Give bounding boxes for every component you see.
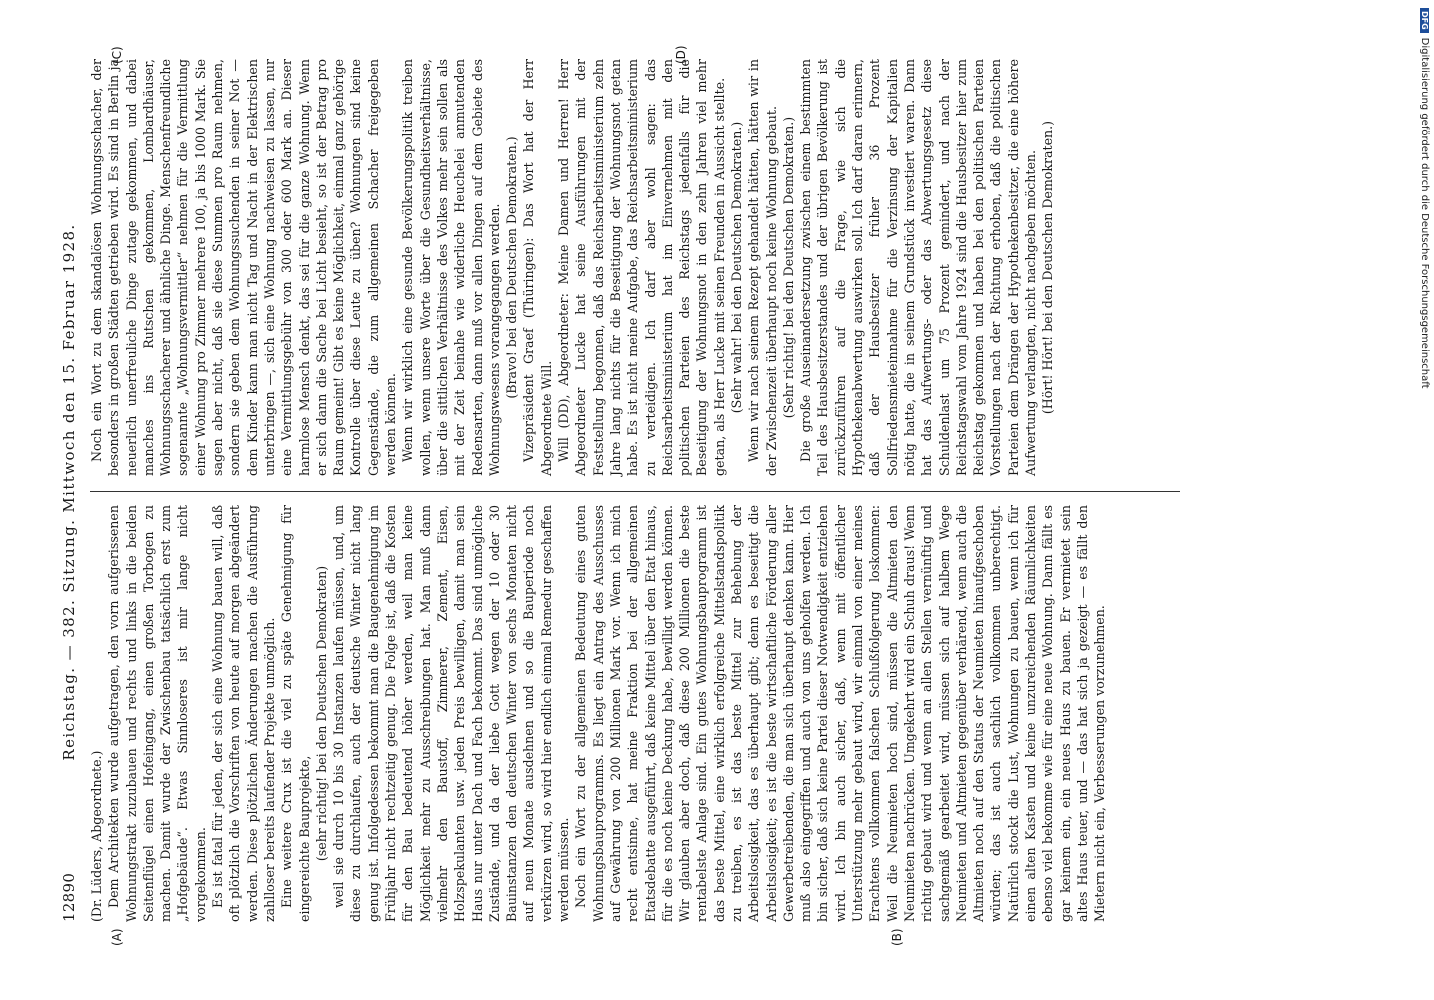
digitization-credit: [1413, 8, 1433, 878]
interjection: (Hört! Hört! bei den Deutschen Demokraten.): [1040, 120, 1056, 415]
margin-marker-b: (B): [890, 928, 904, 946]
margin-marker-d: (D): [674, 45, 688, 64]
margin-marker-a: (A): [110, 928, 124, 946]
interjection: (sehr richtig! bei den Deutschen Demokraten): [313, 565, 329, 862]
interjection: (Bravo! bei den Deutschen Demokraten.): [504, 136, 520, 399]
left-column: [88, 505, 1288, 922]
paragraph: Wenn wir wirklich eine gesunde Bevölkerungspolitik treiben wollen, wenn unsere Worte über die Gesundheitsverhältnisse, über die sittlichen Verhältnisse des Volkes mehr sein sollen als mit der Zeit beinahe wie widerliche Heuchelei anmutenden Redensarten, dann muß vor allen Dingen auf dem Gebiete des Wohnungswesens vorangegangen werden.: [400, 59, 502, 476]
credit-text: Digitalisierung gefördert durch die Deutsche Forschungsgemeinschaft: [1419, 37, 1430, 389]
paragraph: Noch ein Wort zu dem skandalösen Wohnungsschacher, der besonders in großen Städten getrieben wird. Es sind in Berlin ja neuerlich unerfreuliche Dinge zutage gekommen, und dabei manches ins Rutschen gekommen, Lombardhäuser, Wohnungsschacherer und ähnliche Dinge. Menschenfreundliche sogenannte „Wohnungsvermittler“ nehmen für die Vermittlung einer Wohnung pro Zimmer mehrere 100, ja bis 1000 Mark. Sie sagen aber nicht, daß sie diese Summen pro Raum nehmen, sondern sie geben dem Wohnungssuchenden in seiner Not — dem Kinder kann man nicht Tag und Nacht in der Elektrischen unterbringen —, sich eine Wohnung nachweisen zu lassen, nur eine Vermittlungsgebühr von 300 oder 600 Mark an. Dieser harmlose Mensch denkt, das sei für die ganze Wohnung. Wenn er sich dann die Sache bei Licht besieht, so ist der Betrag pro Raum gemeint! Gibt es keine Möglichkeit, einmal ganz gehörige Kontrolle über diese Leute zu üben? Wohnungen sind keine Gegenstände, die zum allgemeinen Schacher freigegeben werden können.: [89, 59, 399, 476]
page-header: [58, 52, 84, 932]
interjection: (Sehr wahr! bei den Deutschen Demokraten.): [728, 121, 744, 414]
right-column: [88, 59, 1288, 476]
paragraph: Die große Auseinandersetzung zwischen einem bestimmten Teil des Hausbesitzerstandes und der übrigen Bevölkerung ist zurückzuführen auf die Frage, wie sich die Hypothekenabwertung auswirken soll. Ich darf daran erinnern, daß der Hausbesitzer früher 36 Prozent Sollfriedensmieteinnahme für die Verzinsung der Kapitalien nötig hatte, die in seinem Grundstück investiert waren. Dann hat das Aufwertungs- oder das Abwertungsgesetz diese Schuldenlast um 75 Prozent gemindert, und nach der Reichstagswahl vom Jahre 1924 sind die Hausbesitzer hier zum Reichstag gekommen und haben bei den politischen Parteien Vorstellungen nach der Richtung erhoben, daß die politischen Parteien dem Drängen der Hypothekenbesitzer, die eine höhere Aufwertung verlangten, nicht nachgeben möchten.: [798, 59, 1039, 476]
running-title: Reichstag. — 382. Sitzung. Mittwoch den 15. Februar 1928.: [60, 223, 78, 761]
paragraph: Es ist fatal für jeden, der sich eine Wohnung bauen will, daß oft plötzlich die Vorschriften von heute auf morgen abgeändert werden. Diese plötzlichen Änderungen machen die Ausführung zahlloser bereits laufender Projekte unmöglich.: [210, 505, 277, 922]
dfg-logo: DFG: [1420, 8, 1429, 33]
paragraph: Eine weitere Crux ist die viel zu späte Genehmigung für eingereichte Bauprojekte,: [279, 505, 312, 922]
paragraph: Dem Architekten wurde aufgetragen, den vorn aufgerissenen Wohnungstrakt zuzubauen und rechts und links in die beiden Seitenflügel einen Hofeingang, einen großen Torbogen zu machen. Damit wurde der Zwischenbau tatsächlich erst zum „Hofgebäude“. Etwas Sinnloseres ist mir lange nicht vorgekommen.: [106, 505, 208, 922]
speaker-line: (Dr. Lüders, Abgeordnete.): [89, 750, 104, 922]
paragraph: Will (DD), Abgeordneter: Meine Damen und Herren! Herr Abgeordneter Lucke hat seine Ausführungen mit der Feststellung begonnen, daß das Reichsarbeitsministerium zehn Jahre lang nichts für die Beseitigung der Wohnungsnot getan habe. Es ist nicht meine Aufgabe, das Reichsarbeitsministerium zu verteidigen. Ich darf aber wohl sagen: das Reichsarbeitsministerium hat im Einvernehmen mit den politischen Parteien des Reichstags jedenfalls für die Beseitigung der Wohnungsnot in den zehn Jahren viel mehr getan, als Herr Lucke mit seinen Freunden in Aussicht stellte.: [556, 59, 727, 476]
paragraph: Wenn wir nach seinem Rezept gehandelt hätten, hätten wir in der Zwischenzeit überhaupt noch keine Wohnung gebaut.: [746, 59, 779, 476]
paragraph: Noch ein Wort zu der allgemeinen Bedeutung eines guten Wohnungsbauprogramms. Es liegt ein Antrag des Ausschusses auf Gewährung von 200 Millionen Mark vor. Wenn ich mich recht entsinne, hat meine Fraktion bei der allgemeinen Etatsdebatte ausgeführt, daß keine Mittel über den Etat hinaus, für die es noch keine Deckung habe, bewilligt werden können. Wir glauben aber doch, daß diese 200 Millionen die beste rentabelste Anlage sind. Ein gutes Wohnungsbauprogramm ist das beste Mittel, eine wirklich erfolgreiche Mittelstandspolitik zu treiben, es ist das beste Mittel zur Behebung der Arbeitslosigkeit, das es überhaupt gibt; denn es beseitigt die Arbeitslosigkeit; es ist die beste wirtschaftliche Förderung aller Gewerbetreibenden, die man sich überhaupt denken kann. Hier muß also eingegriffen und auch von uns geholfen werden. Ich bin sicher, daß sich keine Partei dieser Notwendigkeit entziehen wird. Ich bin auch sicher, daß, wenn mit öffentlicher Unterstützung mehr gebaut wird, wir einmal von einer meines Erachtens vollkommen falschen Schlußfolgerung loskommen: Weil die Neumieten hoch sind, müssen die Altmieten den Neumieten nachrücken. Umgekehrt wird ein Schuh draus! Wenn richtig gebaut wird und wenn an allen Stellen vernünftig und sachgemäß gearbeitet wird, müssen sich auf halbem Wege Neumieten und Altmieten gegenüber verhärend, wenn auch die Altmieten noch auf den Status der Neumieten hinaufgeschoben würden; das ist auch sachlich vollkommen unberechtigt. Natürlich stockt die Lust, Wohnungen zu bauen, wenn ich für einen alten Kasten und keine unzureichenden Räumlichkeiten ebenso viel bekomme wie für eine neue Wohnung. Dann fällt es gar keinem ein, ein neues Haus zu bauen. Er vermietet sein altes Haus teuer, und — das hat sich ja gezeigt — es fällt den Mietern nicht ein, Verbesserungen vorzunehmen.: [573, 505, 1108, 922]
page-number: 12890: [60, 872, 78, 922]
interjection: (Sehr richtig! bei den Deutschen Demokraten.): [780, 116, 796, 419]
rotated-page-content: [58, 45, 1298, 946]
paragraph: weil sie durch 10 bis 30 Instanzen laufen müssen, und, um diese zu durchlaufen, auch der deutsche Winter nicht lang genug ist. Infolgedessen bekommt man die Baugenehmigung im Frühjahr nicht rechtzeitig genug. Die Folge ist, daß die Kosten für den Bau bedeutend höher werden, weil man keine Möglichkeit mehr zu Ausschreibungen hat. Man muß dann vielmehr den Baustoff, Zimmerer, Zement, Eisen, Holzspekulanten usw. jeden Preis bewilligen, damit man sein Haus nur unter Dach und Fach bekommt. Das sind unmögliche Zustände, und da der liebe Gott wegen der 10 oder 30 Bauinstanzen den deutschen Winter von sechs Monaten nicht auf neun Monate ausdehnen und so die Bauperiode noch verkürzen wird, so wird hier endlich einmal Remedur geschaffen werden müssen.: [331, 505, 572, 922]
speaker-line: Vizepräsident Graef (Thüringen): Das Wort hat der Herr Abgeordnete Will.: [521, 59, 554, 476]
column-divider: [90, 491, 1180, 492]
margin-marker-c: (C): [110, 46, 124, 64]
